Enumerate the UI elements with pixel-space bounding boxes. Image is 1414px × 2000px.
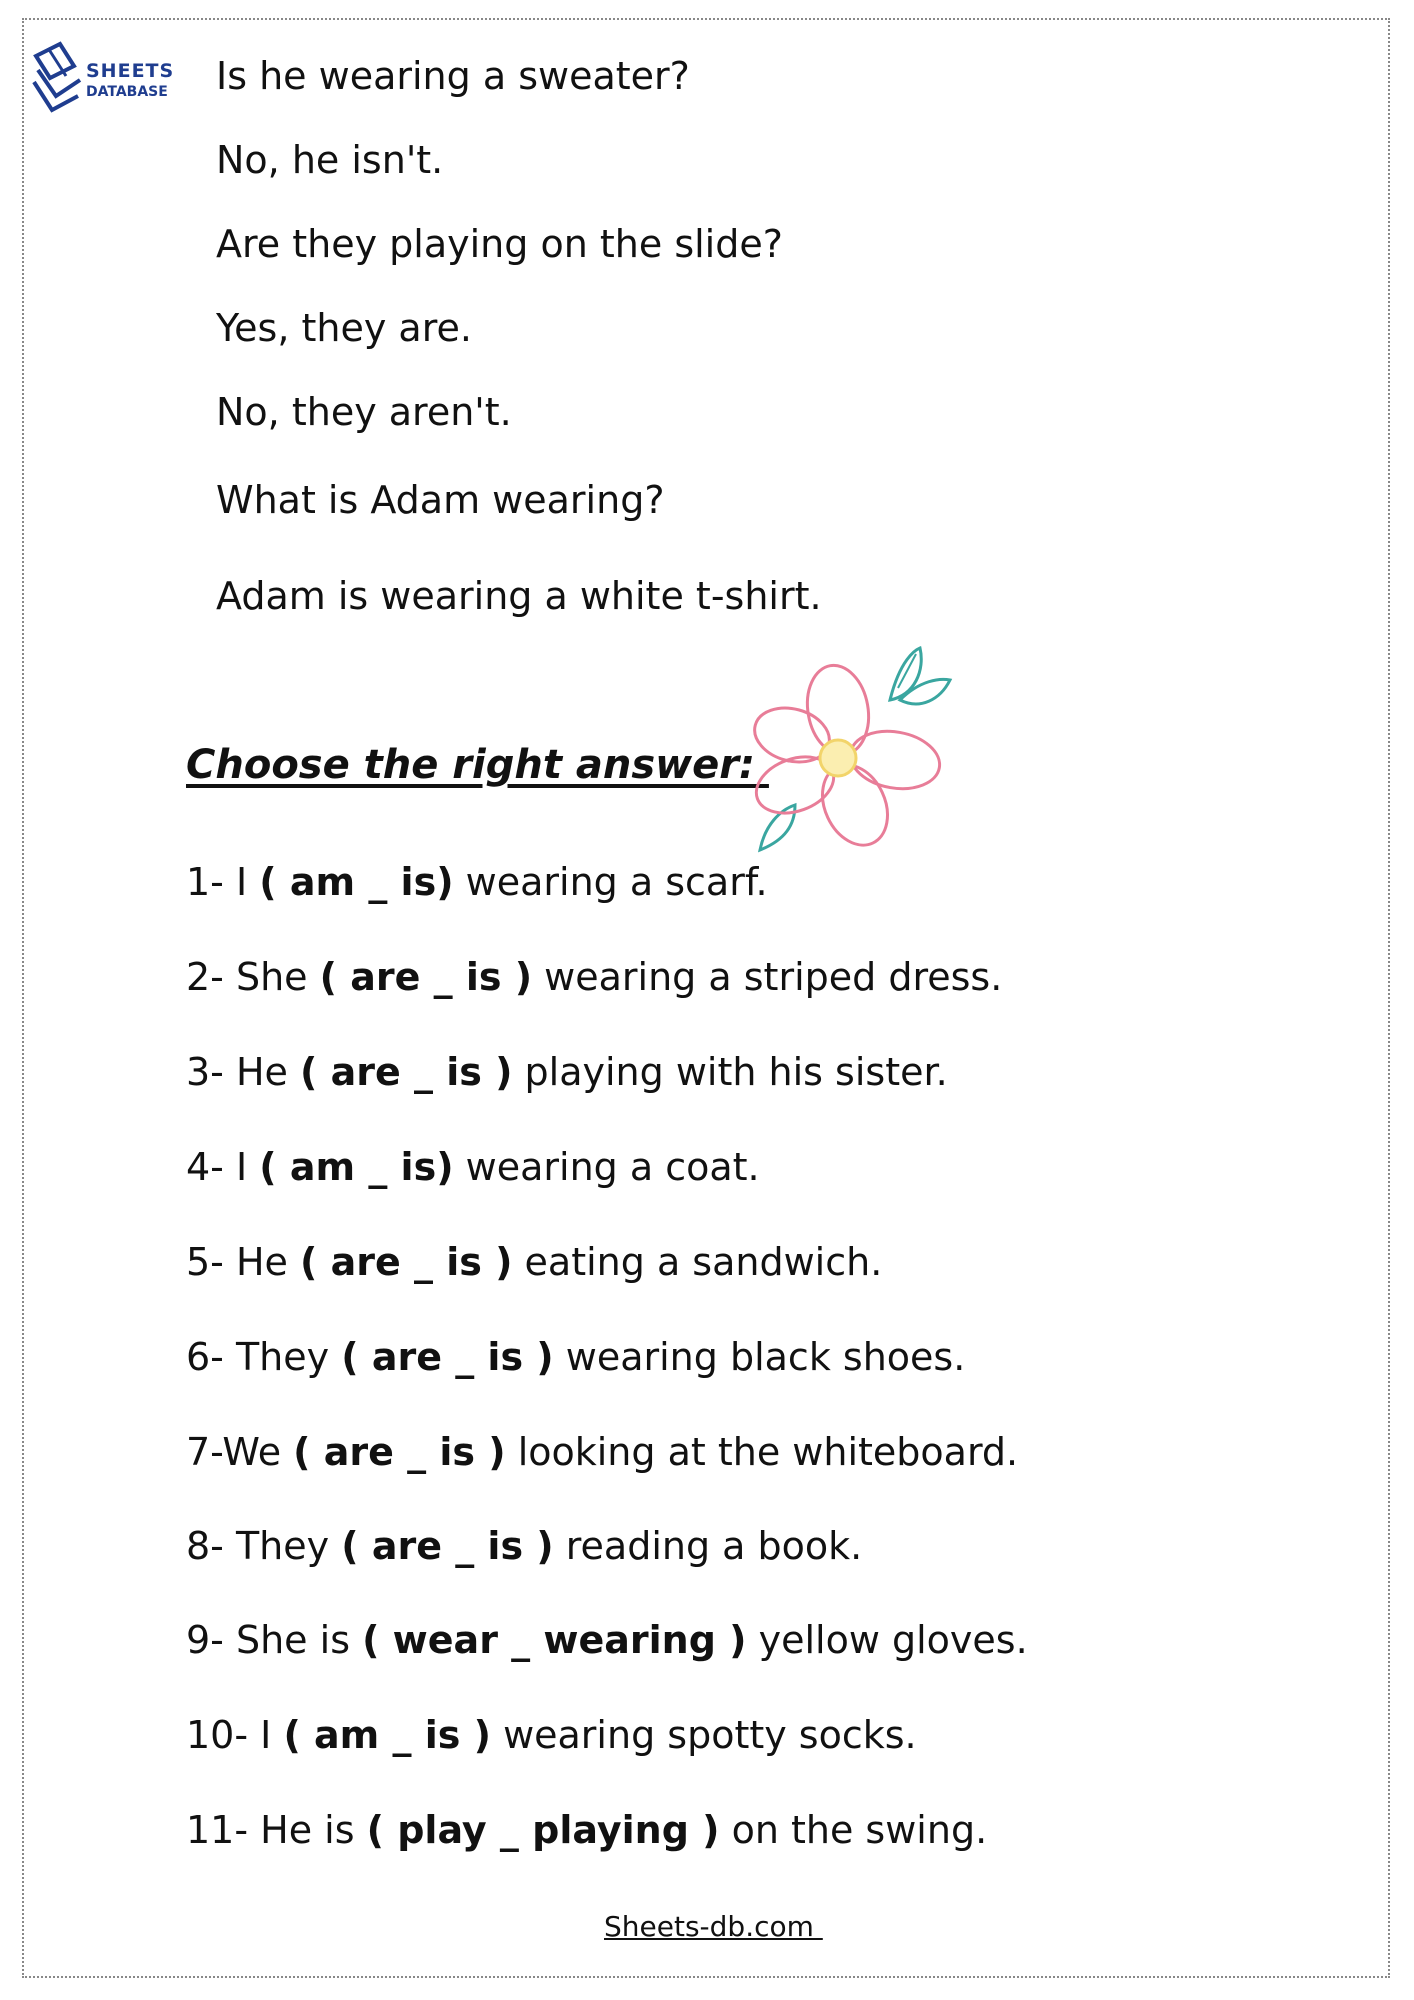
answer-choice: ( play _ playing ): [366, 1808, 720, 1852]
answer-choice: ( am _ is): [259, 860, 454, 904]
answer-choice: ( am _ is): [259, 1145, 454, 1189]
dialogue-line: Adam is wearing a white t-shirt.: [216, 574, 822, 618]
flower-icon: [740, 640, 960, 860]
footer-link[interactable]: Sheets-db.com: [604, 1910, 823, 1943]
question-item: 7-We ( are _ is ) looking at the whiteboard.: [186, 1430, 1019, 1474]
answer-choice: ( are _ is ): [300, 1240, 513, 1284]
dialogue-line: Yes, they are.: [216, 306, 472, 350]
question-item: 8- They ( are _ is ) reading a book.: [186, 1524, 863, 1568]
question-item: 6- They ( are _ is ) wearing black shoes.: [186, 1335, 966, 1379]
dialogue-line: Are they playing on the slide?: [216, 222, 783, 266]
dialogue-line: What is Adam wearing?: [216, 478, 665, 522]
answer-choice: ( are _ is ): [341, 1335, 554, 1379]
dialogue-line: Is he wearing a sweater?: [216, 54, 690, 98]
answer-choice: ( are _ is ): [341, 1524, 554, 1568]
logo-title: SHEETS: [86, 60, 175, 82]
answer-choice: ( am _ is ): [283, 1713, 491, 1757]
logo-subtitle: DATABASE: [86, 84, 168, 100]
question-item: 3- He ( are _ is ) playing with his sister.: [186, 1050, 948, 1094]
sheets-database-logo: [30, 36, 175, 116]
paper-stack-icon: [30, 36, 90, 116]
answer-choice: ( wear _ wearing ): [362, 1618, 747, 1662]
dialogue-line: No, he isn't.: [216, 138, 444, 182]
question-item: 10- I ( am _ is ) wearing spotty socks.: [186, 1713, 917, 1757]
exercise-heading: Choose the right answer:: [186, 742, 769, 788]
question-item: 1- I ( am _ is) wearing a scarf.: [186, 860, 768, 904]
answer-choice: ( are _ is ): [300, 1050, 513, 1094]
question-item: 5- He ( are _ is ) eating a sandwich.: [186, 1240, 883, 1284]
question-item: 9- She is ( wear _ wearing ) yellow gloves.: [186, 1618, 1028, 1662]
question-item: 4- I ( am _ is) wearing a coat.: [186, 1145, 760, 1189]
question-item: 2- She ( are _ is ) wearing a striped dress.: [186, 955, 1003, 999]
dialogue-line: No, they aren't.: [216, 390, 512, 434]
answer-choice: ( are _ is ): [319, 955, 533, 999]
answer-choice: ( are _ is ): [293, 1430, 506, 1474]
question-item: 11- He is ( play _ playing ) on the swing.: [186, 1808, 988, 1852]
